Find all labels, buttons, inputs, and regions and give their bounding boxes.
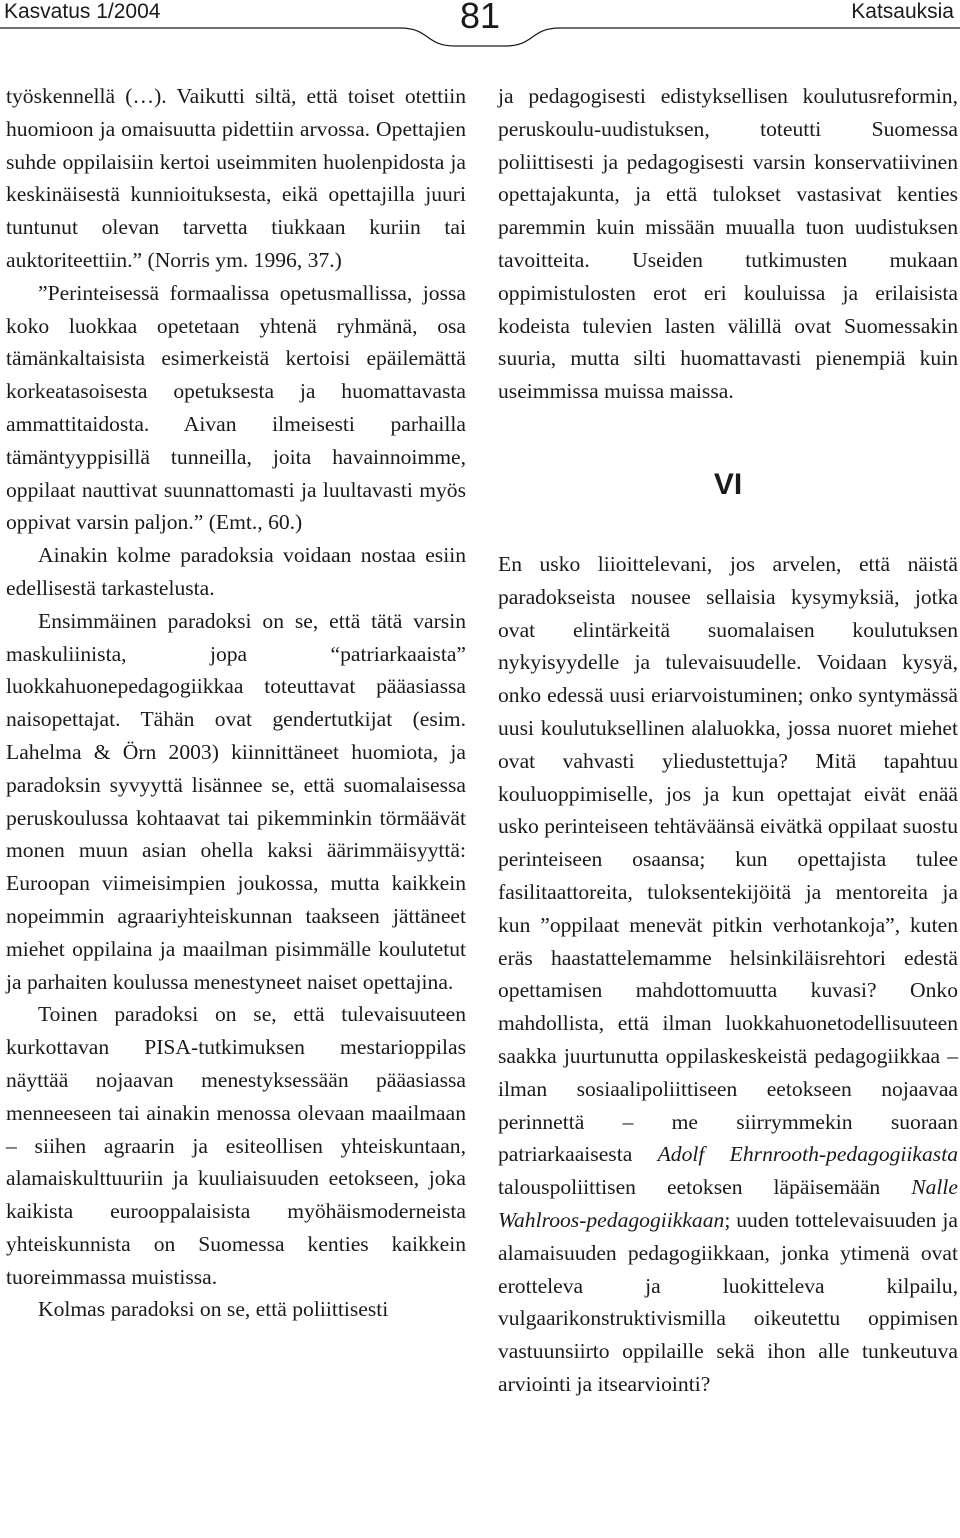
paragraph: työskennellä (…). Vaikutti siltä, että toiset otettiin huomioon ja omaisuutta pidettiin arvossa. Opettajien suhde oppilaisiin kertoi useimmiten huolenpidosta ja keskinäisestä kunnioituksesta, eikä opettajilla juuri tuntunut olevan tarvetta tiukkaan kuriin tai auktoriteettiin.” (Norris ym. 1996, 37.) — [6, 84, 466, 272]
left-column — [6, 80, 466, 1326]
journal-name: Kasvatus 1/2004 — [4, 0, 161, 23]
paragraph — [498, 548, 958, 1401]
text-run: talouspoliittisen eetoksen läpäisemään — [498, 1175, 912, 1200]
quote-paragraph: ”Perinteisessä formaalissa opetusmallissa, jossa koko luokkaa opetetaan yhtenä ryhmänä, osa tämänkaltaisista esimerkeistä kertoisi epäilemättä korkeatasoisesta opetuksesta ja huomattavasta ammattitaidosta. Aivan ilmeisesti parhailla tämäntyyppisillä tunneilla, joita havainnoimme, oppilaat nauttivat suunnattomasti ja luultavasti myös oppivat varsin paljon.” (Emt., 60.) — [6, 280, 466, 535]
paragraph: Kolmas paradoksi on se, että poliittisesti — [38, 1297, 389, 1322]
paragraph: Ainakin kolme paradoksia voidaan nostaa esiin edellisestä tarkastelusta. — [6, 543, 466, 600]
page-header — [0, 0, 960, 50]
section-label: Katsauksia — [851, 0, 954, 23]
right-column — [498, 80, 958, 1401]
section-heading: VI — [713, 467, 743, 501]
italic-term: Nalle Wahlroos-pedagogiikkaan — [498, 1175, 958, 1232]
paragraph: Toinen paradoksi on se, että tulevaisuuteen kurkottavan PISA-tutkimuksen mestarioppilas näyttää nojaavan menestyksessään pääasiassa menneeseen tai ainakin menossa olevaan maailmaan – siihen agraarin ja esiteollisen yhteiskuntaan, alamaiskulttuuriin ja kuuliaisuuden eetokseen, joka kaikista eurooppalaisista myöhäismoderneista yhteiskunnista on Suomessa kenties kaikkein tuoreimmassa muistissa. — [6, 1002, 466, 1289]
text-run: En usko liioittelevani, jos arvelen, että näistä paradokseista nousee sellaisia kysymyksiä, jotka ovat elintärkeitä suomalaisen koulutuksen nykyisyydelle ja tulevaisuudelle. Voidaan kysyä, onko edessä uusi eriarvoistuminen; onko syntymässä uusi koulutuksellinen alaluokka, jossa nuoret miehet ovat vahvasti yliedustettuja? Mitä tapahtuu kouluoppimiselle, jos ja kun opettajat eivät enää usko perinteiseen tehtäväänsä eivätkä oppilaat suostu perinteiseen osaansa; kun opettajista tulee fasilitaattoreita, tuloksentekijöitä ja mentoreita ja kun ”oppilaat menevät pitkin verhotankoja”, kuten eräs haastattelemamme helsinkiläisrehtori edestä opettamisen mahdottomuutta kuvasi? Onko mahdollista, että ilman luokkahuonetodellisuuteen saakka juurtunutta oppilaskeskeistä pedagogiikkaa – ilman sosiaalipoliittiseen eetokseen nojaavaa perinnettä – me siirrymmekin suoraan patriarkaaisesta — [498, 551, 958, 1167]
paragraph: Ensimmäinen paradoksi on se, että tätä varsin maskuliinista, jopa “patriarkaaista” luokkahuonepedagogiikkaa toteuttavat pääasiassa naisopettajat. Tähän ovat gendertutkijat (esim. Lahelma & Örn 2003) kiinnittäneet huomiota, ja paradoksin syvyyttä lisännee se, että suomalaisessa peruskoulussa kohtaavat tai pikemminkin törmäävät monen muun asian ohella kaksi äärimmäisyyttä: Euroopan viimeisimpien joukossa, mutta kaikkein nopeimmin agraariyhteiskunnan taakseen jättäneet miehet oppilaina ja maailman pisimmälle koulutetut ja parhaiten koulussa menestyneet naiset opettajina. — [6, 608, 466, 994]
paragraph: ja pedagogisesti edistyksellisen koulutusreformin, peruskoulu-uudistuksen, toteutti Suomessa poliittisesti ja pedagogisesti varsin konservatiivinen opettajakunta, ja että tulokset vastasivat kenties paremmin kuin missään muualla tuon uudistuksen tavoitteita. Useiden tutkimusten mukaan oppimistulosten erot eri kouluissa ja erilaisista kodeista tulevien lasten välillä ovat Suomessakin suuria, mutta silti huomattavasti pienempiä kuin useimmissa muissa maissa. — [498, 84, 958, 404]
text-run: ; uuden tottelevaisuuden ja alamaisuuden pedagogiikkaan, jonka ytimenä ovat erotteleva ja luokitteleva kilpailu, vulgaarikonstruktivismilla oikeutettu oppimisen vastuunsiirto oppilaille sekä ihon alle tunkeutuva arviointi ja itsearviointi? — [498, 1207, 958, 1396]
page-number: 81 — [459, 0, 501, 36]
italic-term: Adolf Ehrnrooth-pedagogiikasta — [657, 1142, 958, 1167]
